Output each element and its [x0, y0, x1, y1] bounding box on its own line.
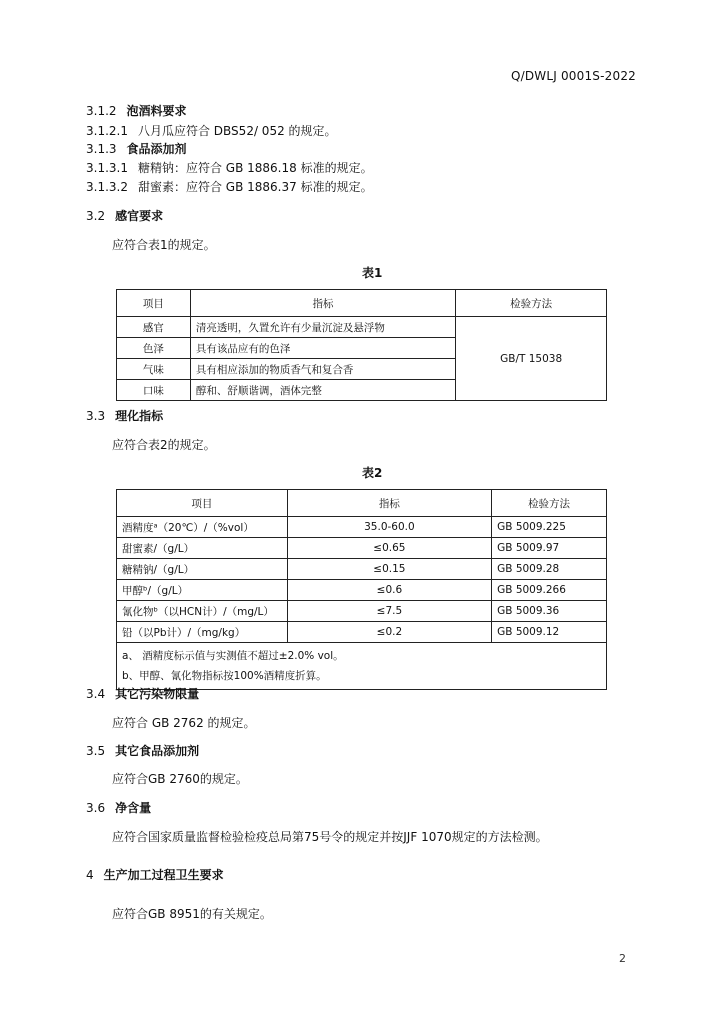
section-4 — [86, 866, 224, 883]
table-cell-method: GB 5009.225 — [492, 517, 607, 538]
table-cell-item: 感官 — [117, 317, 191, 338]
table-cell-item: 甲醇ᵇ/（g/L） — [117, 580, 288, 601]
section-title: 其它食品添加剂 — [115, 744, 200, 758]
section-3-6-body: 应符合国家质量监督检验检疫总局第75号令的规定并按JJF 1070规定的方法检测。 — [112, 830, 548, 844]
section-number: 3.4 — [86, 687, 106, 701]
clause-3-1-2-1 — [86, 122, 337, 139]
section-number: 3.1.2 — [86, 104, 117, 118]
table-row — [117, 580, 607, 601]
table-row — [117, 601, 607, 622]
table-cell-item: 糖精钠/（g/L） — [117, 559, 288, 580]
table-cell-item: 气味 — [117, 359, 191, 380]
table-cell-criterion: 清亮透明，久置允许有少量沉淀及悬浮物 — [190, 317, 455, 338]
clause-number: 3.1.3.2 — [86, 180, 128, 194]
table-cell-method: GB 5009.97 — [492, 538, 607, 559]
clause-3-1-3-1 — [86, 159, 373, 176]
table-cell-criterion: 35.0-60.0 — [287, 517, 491, 538]
table-header-cell: 检验方法 — [456, 290, 607, 317]
section-3-5-body: 应符合GB 2760的规定。 — [112, 772, 248, 786]
section-3-1-3 — [86, 140, 187, 157]
section-title: 生产加工过程卫生要求 — [103, 868, 224, 882]
table-row — [117, 622, 607, 643]
section-number: 3.5 — [86, 744, 106, 758]
table-row — [117, 538, 607, 559]
clause-number: 3.1.2.1 — [86, 124, 128, 138]
page-number: 2 — [619, 952, 626, 965]
section-title: 感官要求 — [115, 209, 164, 223]
table-header-row — [117, 490, 607, 517]
section-title: 理化指标 — [115, 409, 164, 423]
table-cell-item: 酒精度ᵃ（20℃）/（%vol） — [117, 517, 288, 538]
document-code: Q/DWLJ 0001S-2022 — [510, 69, 636, 83]
table-cell-item: 甜蜜素/（g/L） — [117, 538, 288, 559]
clause-3-1-3-2 — [86, 178, 373, 195]
table-row — [117, 317, 607, 338]
clause-text: 八月瓜应符合 DBS52/ 052 的规定。 — [137, 124, 337, 138]
section-3-5 — [86, 742, 199, 759]
section-3-3-body: 应符合表2的规定。 — [112, 438, 216, 452]
table-cell-criterion: ≤0.65 — [287, 538, 491, 559]
table2-caption: 表2 — [362, 466, 383, 480]
section-3-2 — [86, 207, 163, 224]
table-cell-criterion: ≤0.15 — [287, 559, 491, 580]
table-header-cell: 项目 — [117, 290, 191, 317]
table-header-cell: 项目 — [117, 490, 288, 517]
table-header-cell: 检验方法 — [492, 490, 607, 517]
table1-caption: 表1 — [362, 266, 383, 280]
table-cell-method: GB 5009.266 — [492, 580, 607, 601]
table-note: a、 酒精度标示值与实测值不超过±2.0% vol。 — [122, 650, 344, 662]
table-cell-method: GB/T 15038 — [456, 317, 607, 401]
table2 — [116, 489, 607, 690]
table-cell-criterion: 具有相应添加的物质香气和复合香 — [190, 359, 455, 380]
table-cell-item: 氰化物ᵇ（以HCN计）/（mg/L） — [117, 601, 288, 622]
table-header-cell: 指标 — [190, 290, 455, 317]
section-3-4 — [86, 685, 199, 702]
section-3-3 — [86, 407, 163, 424]
clause-text: 糖精钠：应符合 GB 1886.18 标准的规定。 — [137, 161, 373, 175]
table-cell-method: GB 5009.12 — [492, 622, 607, 643]
table-header-cell: 指标 — [287, 490, 491, 517]
section-title: 净含量 — [115, 801, 152, 815]
section-number: 3.3 — [86, 409, 106, 423]
table-row — [117, 559, 607, 580]
table1 — [116, 289, 607, 401]
table-cell-item: 口味 — [117, 380, 191, 401]
table-cell-criterion: ≤0.2 — [287, 622, 491, 643]
section-title: 泡酒料要求 — [126, 104, 187, 118]
clause-text: 甜蜜素：应符合 GB 1886.37 标准的规定。 — [137, 180, 373, 194]
table-header-row — [117, 290, 607, 317]
table-cell-method: GB 5009.28 — [492, 559, 607, 580]
table-cell-criterion: 醇和、舒顺谐调，酒体完整 — [190, 380, 455, 401]
table-note: b、甲醇、氰化物指标按100%酒精度折算。 — [122, 670, 327, 682]
section-title: 食品添加剂 — [126, 142, 187, 156]
section-title: 其它污染物限量 — [115, 687, 200, 701]
clause-number: 3.1.3.1 — [86, 161, 128, 175]
table-row — [117, 517, 607, 538]
table-cell-criterion: ≤0.6 — [287, 580, 491, 601]
section-number: 4 — [86, 868, 94, 882]
section-number: 3.6 — [86, 801, 106, 815]
table-notes-cell — [117, 643, 607, 690]
section-number: 3.2 — [86, 209, 106, 223]
section-3-4-body: 应符合 GB 2762 的规定。 — [112, 716, 256, 730]
section-4-body: 应符合GB 8951的有关规定。 — [112, 907, 272, 921]
table-cell-criterion: ≤7.5 — [287, 601, 491, 622]
section-3-2-body: 应符合表1的规定。 — [112, 238, 216, 252]
section-number: 3.1.3 — [86, 142, 117, 156]
section-3-1-2 — [86, 102, 187, 119]
table-cell-method: GB 5009.36 — [492, 601, 607, 622]
table-cell-item: 铅（以Pb计）/（mg/kg） — [117, 622, 288, 643]
table-notes-row — [117, 643, 607, 690]
section-3-6 — [86, 799, 151, 816]
table-cell-item: 色泽 — [117, 338, 191, 359]
table-cell-criterion: 具有该品应有的色泽 — [190, 338, 455, 359]
